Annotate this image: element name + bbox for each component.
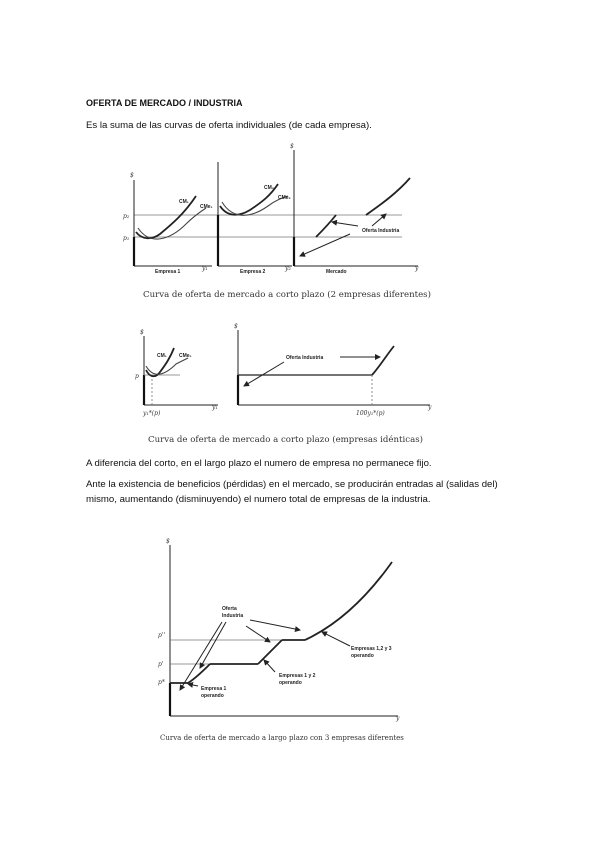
fig3-arrow-4 (250, 620, 300, 630)
fig2-oferta-industria-label: Oferta Industria (286, 355, 324, 361)
fig3-firm1-arrow (188, 684, 198, 686)
figure3-caption: Curva de oferta de mercado a largo plazo con 3 empresas diferentes (160, 734, 404, 742)
fig2-market-rising-segment (372, 346, 394, 375)
figure1-caption: Curva de oferta de mercado a corto plazo (2 empresas diferentes) (143, 290, 431, 300)
fig3-industria-label: Industria (222, 613, 244, 619)
fig2-100y-tick: 100y₁*(p) (356, 410, 385, 417)
y-axis-label: y (415, 265, 419, 272)
fig3-firm12-line2: operando (279, 680, 302, 686)
long-run-paragraph: A diferencia del corto, en el largo plazo el numero de empresa no permanece fijo. (86, 458, 432, 469)
cm2-label: CM₂ (264, 185, 274, 191)
fig3-arrow-2 (200, 622, 226, 668)
fig3-firm123-line2: operando (351, 653, 374, 659)
fig3-oferta-label: Oferta (222, 606, 237, 612)
cme2-label: CMe₂ (278, 195, 291, 201)
p2-label: p₂ (123, 213, 130, 220)
fig2-p-label: p (135, 373, 139, 380)
entry-exit-paragraph: Ante la existencia de beneficios (pérdidas) en el mercado, se producirán entradas al (salidas del) mismo, aumentando (disminuyendo) el numero total de empresas de la industria. (86, 479, 498, 505)
fig3-step2-rise (258, 640, 282, 664)
fig3-p-mid-label: p' (158, 661, 164, 668)
mercado-label: Mercado (326, 269, 347, 275)
fig3-firm123-arrow (322, 632, 350, 646)
figure-short-run-two-firms (123, 143, 431, 300)
fig2-industry-arrow-left (244, 362, 284, 386)
fig3-firm12-line1: Empresas 1 y 2 (279, 673, 316, 679)
fig2-y1-axis-label: y₁ (212, 404, 218, 411)
fig1-market-y-label: $ (290, 143, 294, 150)
fig2-y1-tick: y₁*(p) (143, 410, 161, 417)
p1-label: p₁ (123, 235, 130, 242)
fig3-firm123-line1: Empresas 1,2 y 3 (351, 646, 392, 652)
market-segment-1 (316, 215, 336, 237)
industry-arrow-1 (332, 222, 358, 226)
section-heading: OFERTA DE MERCADO / INDUSTRIA (86, 98, 243, 108)
fig2-market-y-label: $ (234, 323, 238, 330)
fig3-firm1-line2: operando (201, 693, 224, 699)
fig2-y-axis-label: y (428, 404, 432, 411)
industry-arrow-2 (372, 214, 386, 226)
empresa2-label: Empresa 2 (240, 269, 266, 275)
cm1-label: CM₁ (179, 199, 189, 205)
y2-axis-label: y₂ (285, 265, 291, 272)
fig2-y-label: $ (140, 329, 144, 336)
fig3-x-axis-label: y (396, 715, 400, 722)
empresa1-label: Empresa 1 (155, 269, 181, 275)
fig3-p-low-label: p* (158, 679, 165, 686)
fig3-arrow-1 (180, 622, 222, 690)
intro-paragraph: Es la suma de las curvas de oferta individuales (de cada empresa). (86, 120, 372, 131)
fig2-cme1-label: CMe₁ (179, 353, 192, 359)
fig2-cm1-label: CM₁ (157, 353, 167, 359)
cme1-label: CMe₁ (200, 204, 213, 210)
market-segment-2 (366, 178, 410, 215)
fig3-p-high-label: p'' (158, 632, 166, 639)
fig3-y-label: $ (166, 538, 170, 545)
figure2-caption: Curva de oferta de mercado a corto plazo (empresas idénticas) (148, 435, 423, 445)
figure-short-run-identical-firms (135, 323, 432, 445)
fig3-step1-rise (188, 664, 210, 683)
fig1-y-label: $ (130, 172, 134, 179)
y1-axis-label: y₁ (202, 265, 208, 272)
figure-long-run-three-firms (158, 538, 404, 742)
fig3-firm1-line1: Empresa 1 (201, 686, 227, 692)
fig3-step3-rise (305, 562, 392, 640)
fig3-firm12-arrow (264, 660, 275, 672)
oferta-industria-label-1: Oferta Industria (362, 228, 400, 234)
